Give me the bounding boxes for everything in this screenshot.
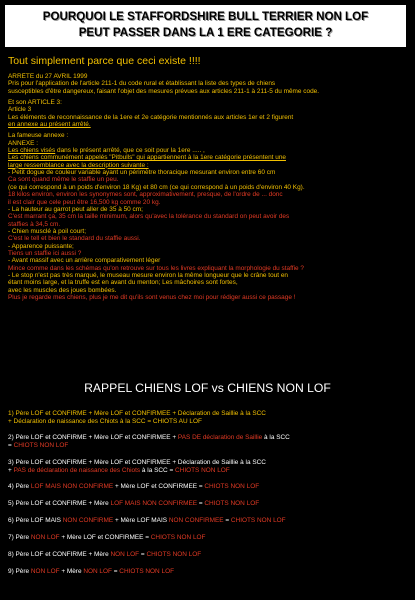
lof-rule-segment: 4) Père: [8, 483, 31, 491]
annexe-comment: C'est marrant ça, 35 cm la taille minimum, alors qu'avec la tolérance du standard on peut avoir des: [8, 213, 290, 221]
lof-rules-list: [8, 410, 410, 585]
annexe-comment: C'est le tell et bien le standard du staffie aussi.: [8, 235, 141, 243]
lof-rule-segment: PAS DE déclaration de Saillie: [177, 434, 263, 442]
lof-rule-line: [8, 483, 410, 491]
article3-label: Article 3: [8, 106, 32, 114]
lof-rule-segment: NON CONFIRME: [62, 517, 114, 525]
lof-rule: [8, 459, 410, 474]
lof-rule-segment: NON LOF: [30, 567, 60, 575]
annexe-comment: Mince comme dans les schémas qu'on retrouve sur tous les livres expliquant la morphologie du staffie ?: [8, 264, 304, 272]
article3-intro: Et son ARTICLE 3:: [8, 99, 62, 107]
annexe-line: [8, 147, 410, 154]
arrete-paragraph-line: susceptibles d'être dangereux, faisant l'objet des mesures prévues aux articles 211-1 à 211-5 du même code.: [8, 87, 320, 95]
annexe-comment: 18 kilos environ, environ les synonymes sont, approximativement, presque, de l'ordre de ... donc: [8, 191, 283, 199]
lof-rule-segment: =: [197, 500, 205, 508]
lof-rule: [8, 483, 410, 491]
annexe-line-part: Les chiens visés: [8, 147, 56, 155]
annexe-line: - La hauteur au garrot peut aller de 35 à 50 cm;: [8, 205, 143, 213]
annexe-line: avec les muscles des joues bombées.: [8, 286, 117, 294]
lof-rule-segment: +: [8, 466, 14, 474]
lof-rule: [8, 517, 410, 525]
lof-rule-segment: =: [139, 551, 147, 559]
article3-text-line: Les éléments de reconnaissance de la 1ere et 2e catégorie mentionnés aux articles 1er et 2 figurent: [8, 113, 294, 121]
annexe-line: - Petit dogue de couleur variable ayant un périmètre thoracique mesurant environ entre 60 cm: [8, 169, 276, 177]
lof-rule-segment: CHIOTS NON LOF: [230, 517, 286, 525]
lof-rule-segment: CHIOTS NON LOF: [204, 500, 260, 508]
annexe-line: Les chiens communément appelés "Pitbulls" qui appartiennent à la 1ere catégorie présentent une: [8, 154, 286, 162]
annexe-line: - Le stop n'est pas très marqué, le museau mesure environ la même longueur que le crâne tout en: [8, 271, 288, 279]
lof-rule-line: [8, 568, 410, 576]
lof-rule-segment: + Déclaration de naissance des Chiots à la SCC = CHIOTS AU LOF: [8, 417, 202, 425]
lof-rule-line: [8, 500, 410, 508]
lof-rule-line: [8, 410, 410, 418]
lof-rule-segment: 2) Père LOF et CONFIRME + Mère LOF et CONFIRMEE +: [8, 434, 178, 442]
lof-rule-segment: CHIOTS NON LOF: [146, 551, 202, 559]
lof-rule-segment: NON CONFIRMEE: [168, 517, 224, 525]
annexe-line-part: dans le présent arrêté, que ce soit pour la 1ere ..... ,: [55, 147, 205, 155]
article3-text-line: en annexe au présent arrêté.: [8, 121, 91, 129]
lof-rule-segment: LOF MAIS NON CONFIRMEE: [110, 500, 198, 508]
annexe-title: ANNEXE :: [8, 139, 39, 147]
annexe-comment: il est clair que cele peut être 16,500 kg comme 20 kg.: [8, 198, 161, 206]
lof-rule-segment: à la SCC =: [140, 466, 176, 474]
lof-rule-segment: CHIOTS NON LOF: [119, 567, 175, 575]
lof-rule: [8, 500, 410, 508]
title-line-1: POURQUOI LE STAFFORDSHIRE BULL TERRIER NON LOF: [42, 10, 369, 23]
rappel-heading: RAPPEL CHIENS LOF vs CHIENS NON LOF: [84, 381, 331, 395]
lof-rule-segment: NON LOF: [83, 567, 112, 575]
arrete-heading: ARRÊTE du 27 AVRIL 1999: [8, 73, 88, 80]
annexe-comment: Plus je regarde mes chiens, plus je me dit qu'ils sont venus chez moi pour rédiger aussi ce passage !: [8, 293, 296, 301]
annexe-line: large ressemblance avec la description suivante :: [8, 161, 149, 169]
annexe-line: - Apparence puissante;: [8, 242, 74, 250]
lof-rule-line: [8, 434, 410, 442]
lof-rule-segment: 6) Père LOF MAIS: [8, 517, 63, 525]
lof-rule-segment: PAS de déclaration de naissance des Chiots: [13, 466, 141, 474]
annexe-comment: Ca sont quand même le staffie un peu.: [8, 176, 119, 184]
lof-rule: [8, 534, 410, 542]
annexe-line: étant moins large, et la truffe est en avant du menton; Les mâchoires sont fortes,: [8, 279, 238, 287]
law-text-block: [8, 73, 410, 301]
annexe-line: (ce qui correspond à un poids d'environ 18 Kg) et 80 cm (ce qui correspond à un poids d'environ 40 Kg).: [8, 183, 305, 191]
lof-rule-segment: NON LOF: [30, 534, 60, 542]
lof-rule-segment: + Mère: [59, 567, 84, 575]
lof-rule-line: [8, 551, 410, 559]
lof-rule-line: [8, 442, 410, 450]
lof-rule: [8, 410, 410, 425]
annexe-line: - Chien musclé à poil court;: [8, 227, 86, 235]
lof-rule-segment: CHIOTS NON LOF: [150, 534, 206, 542]
arrete-paragraph-line: Pris pour l'application de l'article 211-1 du code rural et établissant la liste des types de chiens: [8, 80, 276, 88]
lof-rule-segment: NON LOF: [110, 551, 140, 559]
lof-rule-line: [8, 467, 410, 475]
lof-rule-segment: 7) Père: [8, 534, 31, 542]
title-line-2: PEUT PASSER DANS LA 1 ERE CATEGORIE ?: [78, 26, 333, 39]
lof-rule-segment: CHIOTS NON LOF: [175, 466, 230, 474]
lof-rule-segment: 5) Père LOF et CONFIRME + Mère: [8, 500, 111, 508]
annexe-line: - Avant massif avec un arrière comparativement léger: [8, 257, 161, 265]
lof-rule-line: [8, 517, 410, 525]
lof-rule-segment: + Mère LOF MAIS: [113, 517, 169, 525]
lof-rule: [8, 568, 410, 576]
lof-rule: [8, 434, 410, 449]
lof-rule-segment: 8) Père LOF et CONFIRME + Mère: [8, 551, 111, 559]
lof-rule-segment: + Mère LOF et CONFIRMEE =: [113, 483, 205, 491]
lof-rule-segment: =: [111, 567, 120, 575]
annexe-intro: La fameuse annexe :: [8, 132, 69, 140]
lof-rule-segment: =: [8, 442, 14, 450]
annexe-comment: staffies à 34,5 cm.: [8, 220, 61, 228]
lof-rule-line: [8, 459, 410, 467]
lof-rule-segment: à la SCC: [262, 434, 290, 442]
lof-rule-segment: CHIOTS NON LOF: [13, 442, 69, 450]
lof-rule-line: [8, 418, 410, 426]
lof-rule-segment: CHIOTS NON LOF: [204, 483, 260, 491]
lof-rule-line: [8, 534, 410, 542]
title-banner: [5, 5, 406, 47]
lof-rule-segment: + Mère LOF et CONFIRMEE =: [59, 534, 151, 542]
lof-rule-segment: 3) Père LOF et CONFIRME + Mère LOF et CONFIRMEE + Déclaration de Saillie à la SCC: [8, 458, 266, 466]
annexe-comment: Tiens un staffie ici aussi ?: [8, 249, 82, 257]
lof-rule: [8, 551, 410, 559]
lof-rule-segment: LOF MAIS NON CONFIRME: [30, 483, 114, 491]
lof-rule-segment: 1) Père LOF et CONFIRME + Mère LOF et CONFIRMEE + Déclaration de Saillie à la SCC: [8, 410, 266, 417]
tagline: Tout simplement parce que ceci existe !!!!: [8, 55, 201, 67]
lof-rule-segment: 9) Père: [8, 567, 31, 575]
lof-rule-segment: =: [223, 517, 231, 525]
